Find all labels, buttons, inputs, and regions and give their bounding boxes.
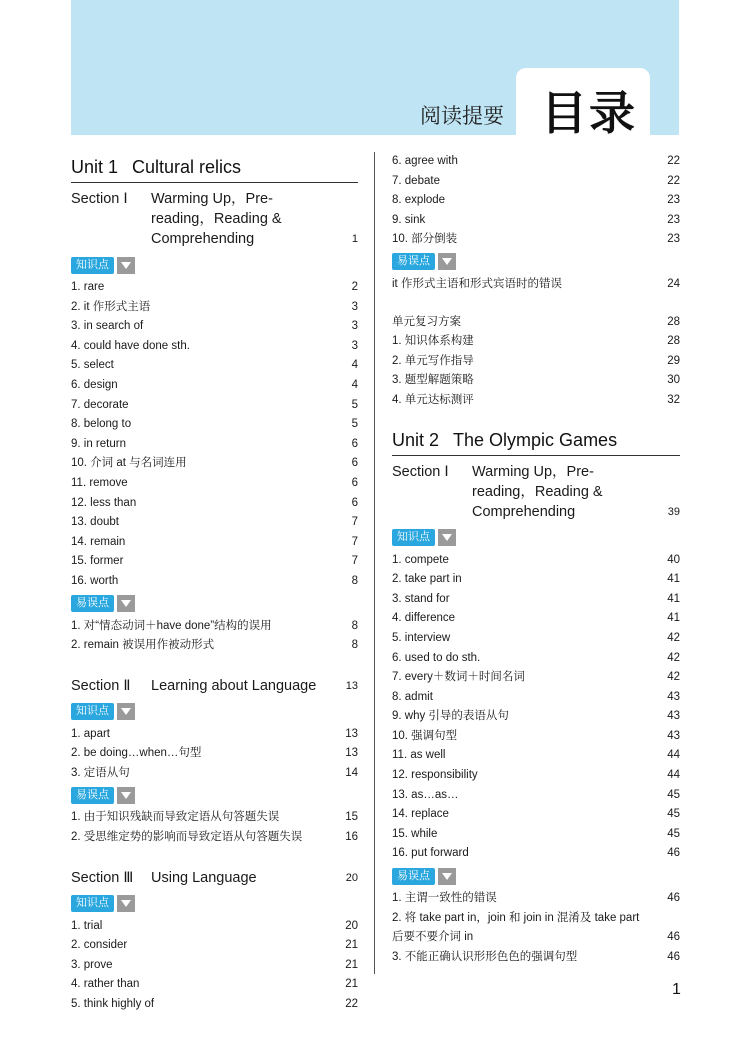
knowledge-label: 知识点 — [71, 257, 114, 274]
toc-item-text: it 作形式主语和形式宾语时的错误 — [392, 277, 562, 290]
toc-item-text: 3. stand for — [392, 592, 450, 605]
error-tag — [71, 785, 358, 805]
toc-item[interactable] — [392, 332, 680, 352]
toc-item-text: 3. 不能正确认识形形色色的强调句型 — [392, 950, 578, 963]
toc-item-page: 28 — [667, 315, 680, 328]
toc-item[interactable] — [392, 746, 680, 766]
toc-item[interactable] — [71, 513, 358, 533]
toc-item-text: 13. doubt — [71, 516, 119, 529]
triangle-down-icon — [438, 868, 456, 885]
toc-item-text: 4. rather than — [71, 978, 140, 991]
column-divider — [374, 152, 375, 974]
toc-item-page: 29 — [667, 354, 680, 367]
toc-item-page: 45 — [667, 808, 680, 821]
toc-item-text: 6. agree with — [392, 155, 458, 167]
toc-item-page: 23 — [667, 233, 680, 246]
toc-item-page: 13 — [345, 747, 358, 760]
section-title: Warming Up，Pre-reading，Reading & Comprehending — [472, 463, 603, 520]
header-subtitle: 阅读提要 — [420, 105, 504, 128]
page-title: 目录 — [541, 87, 637, 139]
toc-item-page: 14 — [345, 766, 358, 779]
error-tag — [392, 252, 680, 272]
toc-item-page: 16 — [345, 831, 358, 844]
toc-item-page: 46 — [667, 847, 680, 860]
toc-item-text: 5. think highly of — [71, 998, 155, 1011]
toc-item-page: 8 — [351, 574, 358, 587]
toc-item-page: 7 — [351, 516, 358, 529]
error-label: 易误点 — [71, 787, 114, 804]
toc-item[interactable] — [392, 172, 680, 192]
knowledge-label: 知识点 — [392, 529, 435, 546]
toc-item-page: 7 — [351, 535, 358, 548]
unit-heading — [392, 425, 680, 455]
toc-item[interactable] — [71, 415, 358, 435]
toc-item[interactable] — [71, 278, 358, 298]
toc-item[interactable] — [392, 352, 680, 372]
toc-item-text: 3. prove — [71, 958, 113, 971]
section-name: Section Ⅰ — [392, 463, 449, 480]
toc-item-page: 44 — [667, 749, 680, 762]
toc-item-text: 16. put forward — [392, 847, 469, 860]
toc-item[interactable] — [71, 298, 358, 318]
toc-item-page: 21 — [345, 939, 358, 952]
toc-item[interactable] — [392, 391, 680, 411]
section-page: 39 — [667, 505, 680, 518]
toc-item-page: 42 — [667, 651, 680, 664]
toc-item-page: 24 — [667, 277, 680, 290]
toc-item-text: 1. apart — [71, 727, 110, 740]
toc-item-text: 6. used to do sth. — [392, 651, 481, 664]
unit-rule — [392, 455, 680, 456]
toc-item-text: 13. as…as… — [392, 788, 459, 801]
error-label: 易误点 — [71, 595, 114, 612]
toc-item-page: 46 — [667, 892, 680, 905]
knowledge-label: 知识点 — [71, 703, 114, 720]
toc-item-text: 6. design — [71, 378, 118, 391]
toc-item-text: 12. responsibility — [392, 769, 478, 782]
toc-item-page: 13 — [345, 727, 358, 740]
toc-item-page: 4 — [351, 359, 358, 372]
toc-item-text: 单元复习方案 — [392, 315, 461, 328]
toc-item[interactable] — [392, 570, 680, 590]
toc-item-text: 2. 将 take part in，join 和 join in 混淆及 take part 后要不要介词 in — [392, 911, 640, 944]
unit-title: Cultural relics — [132, 157, 242, 177]
toc-item-page: 41 — [667, 573, 680, 586]
toc-item-text: 1. trial — [71, 919, 103, 932]
triangle-down-icon — [117, 895, 135, 912]
knowledge-label: 知识点 — [71, 895, 114, 912]
toc-item-text: 15. former — [71, 555, 124, 568]
toc-item[interactable] — [392, 786, 680, 806]
toc-item[interactable] — [392, 766, 680, 786]
toc-item[interactable] — [71, 533, 358, 553]
toc-item[interactable] — [392, 371, 680, 391]
section-heading[interactable] — [71, 676, 358, 696]
knowledge-tag — [71, 894, 358, 914]
spacer — [71, 656, 358, 674]
toc-item-text: 14. replace — [392, 808, 449, 821]
toc-item-text: 9. why 引导的表语从句 — [392, 710, 509, 723]
toc-item-text: 2. take part in — [392, 573, 462, 586]
section-name: Section Ⅱ — [71, 677, 131, 694]
toc-item[interactable] — [392, 948, 680, 968]
toc-item-text: 3. 定语从句 — [71, 766, 130, 779]
toc-item-text: 7. debate — [392, 174, 440, 187]
toc-item-page: 28 — [667, 335, 680, 348]
toc-item[interactable] — [71, 936, 358, 956]
toc-item[interactable] — [392, 844, 680, 864]
toc-item-page: 32 — [667, 393, 680, 406]
toc-item-page: 22 — [667, 155, 680, 167]
section-page: 13 — [345, 679, 358, 692]
toc-item-page: 42 — [667, 631, 680, 644]
toc-item-text: 4. could have done sth. — [71, 339, 190, 352]
toc-item[interactable] — [71, 454, 358, 474]
toc-item[interactable] — [392, 805, 680, 825]
toc-item-text: 5. interview — [392, 631, 451, 644]
unit-rule — [71, 182, 358, 183]
toc-item-text: 2. it 作形式主语 — [71, 300, 151, 313]
toc-item-page: 43 — [667, 729, 680, 742]
toc-item-page: 23 — [667, 213, 680, 226]
toc-item[interactable] — [71, 828, 358, 848]
toc-item[interactable] — [392, 909, 680, 948]
toc-item-page: 8 — [351, 619, 358, 632]
toc-item-text: 4. 单元达标测评 — [392, 393, 474, 406]
toc-item-text: 14. remain — [71, 535, 126, 548]
unit-number: Unit 2 — [392, 429, 440, 450]
toc-right-column — [392, 152, 680, 967]
toc-item-page: 44 — [667, 769, 680, 782]
toc-item-text: 2. be doing…when…句型 — [71, 747, 202, 760]
unit-heading — [71, 152, 358, 182]
toc-item-page: 4 — [351, 378, 358, 391]
toc-item[interactable] — [71, 376, 358, 396]
toc-item-text: 2. 受思维定势的影响而导致定语从句答题失误 — [71, 831, 303, 844]
toc-item[interactable] — [71, 808, 358, 828]
toc-item[interactable] — [71, 636, 358, 656]
error-label: 易误点 — [392, 253, 435, 270]
toc-item-page: 23 — [667, 194, 680, 207]
toc-item-page: 45 — [667, 827, 680, 840]
toc-item-text: 11. remove — [71, 476, 128, 489]
toc-item-text: 11. as well — [392, 749, 446, 762]
toc-item[interactable] — [71, 474, 358, 494]
toc-item-page: 41 — [667, 612, 680, 625]
toc-item-text: 1. 知识体系构建 — [392, 335, 474, 348]
error-tag — [392, 866, 680, 886]
toc-item[interactable] — [71, 956, 358, 976]
toc-item-page: 6 — [351, 496, 358, 509]
toc-item-text: 15. while — [392, 827, 438, 840]
toc-item[interactable] — [392, 152, 680, 172]
unit-number: Unit 1 — [71, 157, 119, 177]
toc-item-text: 2. consider — [71, 939, 128, 952]
toc-left-column — [71, 152, 358, 1015]
toc-item[interactable] — [71, 572, 358, 592]
review-heading[interactable] — [392, 313, 680, 333]
toc-item-text: 4. difference — [392, 612, 456, 625]
toc-item-text: 1. 对“情态动词＋have done”结构的误用 — [71, 619, 272, 632]
toc-item-page: 41 — [667, 592, 680, 605]
toc-item[interactable] — [71, 337, 358, 357]
toc-item-page: 3 — [351, 300, 358, 313]
toc-item-page: 46 — [667, 950, 680, 963]
toc-item[interactable] — [71, 744, 358, 764]
toc-item[interactable] — [392, 889, 680, 909]
toc-item[interactable] — [392, 230, 680, 250]
toc-item-text: 7. decorate — [71, 398, 129, 411]
section-page: 1 — [351, 233, 358, 245]
toc-item-page: 30 — [667, 374, 680, 387]
toc-item[interactable] — [71, 435, 358, 455]
toc-item-text: 1. 主谓一致性的错误 — [392, 892, 497, 905]
toc-item[interactable] — [392, 668, 680, 688]
toc-item-page: 42 — [667, 671, 680, 684]
section-heading[interactable] — [392, 462, 680, 522]
toc-item-text: 5. select — [71, 359, 114, 372]
toc-item-text: 10. 部分倒装 — [392, 233, 458, 246]
toc-item-page: 6 — [351, 476, 358, 489]
toc-item-page: 22 — [667, 174, 680, 187]
triangle-down-icon — [117, 703, 135, 720]
section-title: Learning about Language — [151, 677, 317, 694]
toc-item-page: 2 — [351, 281, 358, 293]
toc-item[interactable] — [71, 764, 358, 784]
toc-item[interactable] — [392, 609, 680, 629]
toc-item-page: 7 — [351, 555, 358, 568]
knowledge-tag — [71, 702, 358, 722]
toc-item-text: 7. every＋数词＋时间名词 — [392, 671, 525, 684]
toc-item-page: 40 — [667, 553, 680, 566]
toc-item-text: 10. 介词 at 与名词连用 — [71, 457, 187, 470]
page-number: 1 — [672, 981, 681, 998]
toc-item-page: 22 — [345, 998, 358, 1011]
section-page: 20 — [345, 871, 358, 884]
triangle-down-icon — [438, 253, 456, 270]
toc-item-text: 1. compete — [392, 553, 449, 566]
toc-item-text: 1. rare — [71, 281, 105, 293]
toc-item-text: 1. 由于知识残缺而导致定语从句答题失误 — [71, 811, 280, 824]
toc-item-text: 3. 题型解题策略 — [392, 374, 474, 387]
knowledge-tag — [71, 255, 358, 275]
toc-item-text: 2. remain 被误用作被动形式 — [71, 639, 215, 652]
toc-item[interactable] — [71, 494, 358, 514]
triangle-down-icon — [117, 787, 135, 804]
toc-item-page: 45 — [667, 788, 680, 801]
toc-item[interactable] — [392, 590, 680, 610]
section-heading[interactable] — [71, 189, 358, 249]
toc-item-page: 6 — [351, 457, 358, 470]
toc-item[interactable] — [71, 396, 358, 416]
toc-item[interactable] — [71, 975, 358, 995]
triangle-down-icon — [117, 595, 135, 612]
toc-item-page: 8 — [351, 639, 358, 652]
unit-title: The Olympic Games — [453, 429, 618, 450]
toc-item-page: 21 — [345, 978, 358, 991]
toc-item-text: 9. sink — [392, 213, 426, 226]
toc-item[interactable] — [392, 727, 680, 747]
toc-item[interactable] — [392, 211, 680, 231]
toc-item-page: 3 — [351, 339, 358, 352]
toc-item-text: 2. 单元写作指导 — [392, 354, 474, 367]
toc-item-page: 43 — [667, 710, 680, 723]
toc-item-page: 5 — [351, 398, 358, 411]
toc-item[interactable] — [392, 707, 680, 727]
toc-item-text: 3. in search of — [71, 320, 144, 333]
toc-item[interactable] — [71, 552, 358, 572]
toc-item-page: 43 — [667, 690, 680, 703]
toc-item[interactable] — [392, 275, 680, 295]
toc-item-page: 21 — [345, 958, 358, 971]
section-title: Using Language — [151, 869, 257, 886]
toc-item[interactable] — [392, 688, 680, 708]
triangle-down-icon — [438, 529, 456, 546]
toc-item-text: 8. belong to — [71, 418, 132, 431]
toc-item-text: 12. less than — [71, 496, 137, 509]
toc-item-text: 8. explode — [392, 194, 446, 207]
section-name: Section Ⅲ — [71, 869, 134, 886]
toc-item[interactable] — [71, 917, 358, 937]
toc-item[interactable] — [392, 649, 680, 669]
toc-item[interactable] — [71, 356, 358, 376]
toc-item-page: 46 — [667, 931, 680, 944]
section-heading[interactable] — [71, 868, 358, 888]
toc-item-page: 6 — [351, 437, 358, 450]
toc-item[interactable] — [71, 317, 358, 337]
toc-item-text: 9. in return — [71, 437, 126, 450]
toc-item-text: 10. 强调句型 — [392, 729, 458, 742]
toc-item-page: 20 — [345, 919, 358, 932]
toc-item-page: 3 — [351, 320, 358, 333]
spacer — [71, 848, 358, 866]
toc-item-text: 8. admit — [392, 690, 433, 703]
section-title: Warming Up，Pre-reading，Reading & Comprehending — [151, 191, 282, 247]
error-label: 易误点 — [392, 868, 435, 885]
toc-item[interactable] — [71, 725, 358, 745]
toc-item[interactable] — [71, 617, 358, 637]
toc-item[interactable] — [392, 191, 680, 211]
section-name: Section Ⅰ — [71, 191, 128, 207]
toc-item[interactable] — [392, 825, 680, 845]
toc-item-page: 5 — [351, 418, 358, 431]
toc-item[interactable] — [392, 551, 680, 571]
toc-item-text: 16. worth — [71, 574, 119, 587]
toc-item[interactable] — [392, 629, 680, 649]
toc-item-page: 15 — [345, 811, 358, 824]
triangle-down-icon — [117, 257, 135, 274]
error-tag — [71, 594, 358, 614]
spacer — [392, 411, 680, 425]
knowledge-tag — [392, 528, 680, 548]
toc-item[interactable] — [71, 995, 358, 1015]
spacer — [392, 295, 680, 313]
